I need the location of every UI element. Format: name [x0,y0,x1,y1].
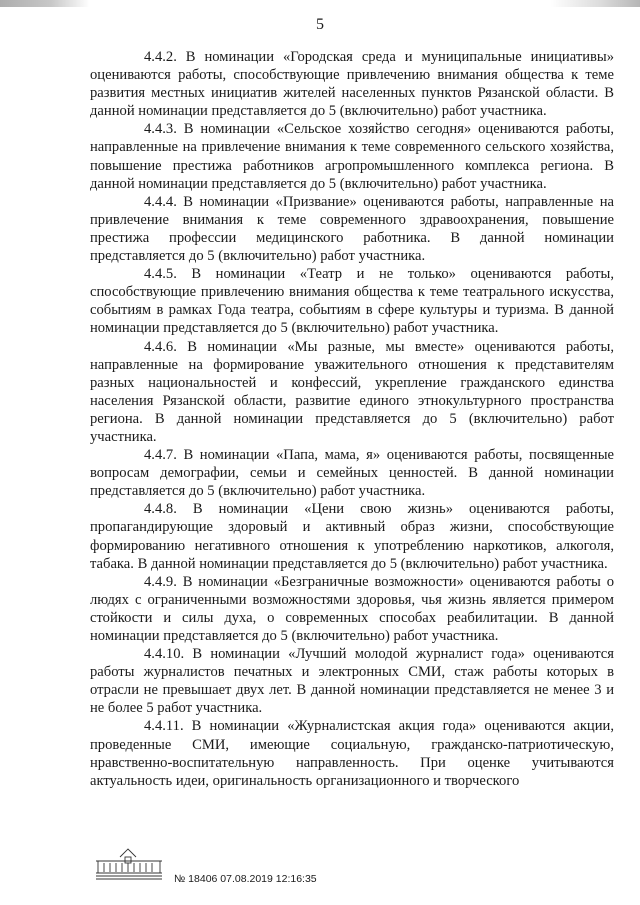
paragraph-4-4-2: 4.4.2. В номинации «Городская среда и муниципальные инициативы» оцениваются работы, способствующие привлечению внимания общества к теме развития местных инициатив жителей населенных пунктов Рязанской области. В данной номинации представляется до 5 (включительно) работ участника. [90,49,614,120]
document-body [90,48,614,790]
paragraph-4-4-11: 4.4.11. В номинации «Журналистская акция года» оцениваются акции, проведенные СМИ, имеющие социальную, гражданско-патриотическую, нравственно-воспитательную направленность. При оценке учитываются актуальность идеи, оригинальность организационного и творческого [90,718,614,789]
paragraph-4-4-8: 4.4.8. В номинации «Цени свою жизнь» оцениваются работы, пропагандирующие здоровый и активный образ жизни, способствующие формированию негативного отношения к употреблению наркотиков, алкоголя, табака. В данной номинации представляется до 5 (включительно) работ участника. [90,501,614,572]
page-footer [94,847,394,889]
document-stamp: № 18406 07.08.2019 12:16:35 [174,873,317,885]
paragraph-4-4-10: 4.4.10. В номинации «Лучший молодой журналист года» оцениваются работы журналистов печатных и электронных СМИ, стаж работы которых в отрасли не превышает двух лет. В данной номинации представляется не менее 3 и не более 5 работ участника. [90,646,614,717]
scan-edge-artifact [0,0,640,7]
paragraph-4-4-7: 4.4.7. В номинации «Папа, мама, я» оцениваются работы, посвященные вопросам демографии, семьи и семейных ценностей. В данной номинации представляется до 5 (включительно) работ участника. [90,447,614,500]
paragraph-4-4-5: 4.4.5. В номинации «Театр и не только» оцениваются работы, способствующие привлечению внимания общества к теме театрального искусства, событиям в рамках Года театра, событиям в сфере культуры и туризма. В данной номинации представляется до 5 (включительно) работ участника. [90,266,614,337]
paragraph-4-4-4: 4.4.4. В номинации «Призвание» оцениваются работы, направленные на привлечение внимания к теме современного здравоохранения, повышение престижа профессии медицинского работника. В данной номинации представляется до 5 (включительно) работ участника. [90,193,614,265]
building-logo-icon [94,847,164,881]
paragraph-4-4-9: 4.4.9. В номинации «Безграничные возможности» оцениваются работы о людях с ограниченными возможностями здоровья, чья жизнь является примером стойкости и силы духа, о современных способах реабилитации. В данной номинации представляется до 5 (включительно) работ участника. [90,573,614,644]
paragraph-4-4-3: 4.4.3. В номинации «Сельское хозяйство сегодня» оцениваются работы, направленные на привлечение внимания к теме современного сельского хозяйства, повышение престижа работников агропромышленного комплекса региона. В данной номинации представляется до 5 (включительно) работ участника. [90,121,614,192]
page-number: 5 [316,16,324,33]
paragraph-4-4-6: 4.4.6. В номинации «Мы разные, мы вместе» оцениваются работы, направленные на формирование уважительного отношения к представителям разных национальностей и конфессий, укрепление гражданского единства населения Рязанской области, развитие единого этнокультурного пространства региона. В данной номинации представляется до 5 (включительно) работ участника. [90,338,614,445]
